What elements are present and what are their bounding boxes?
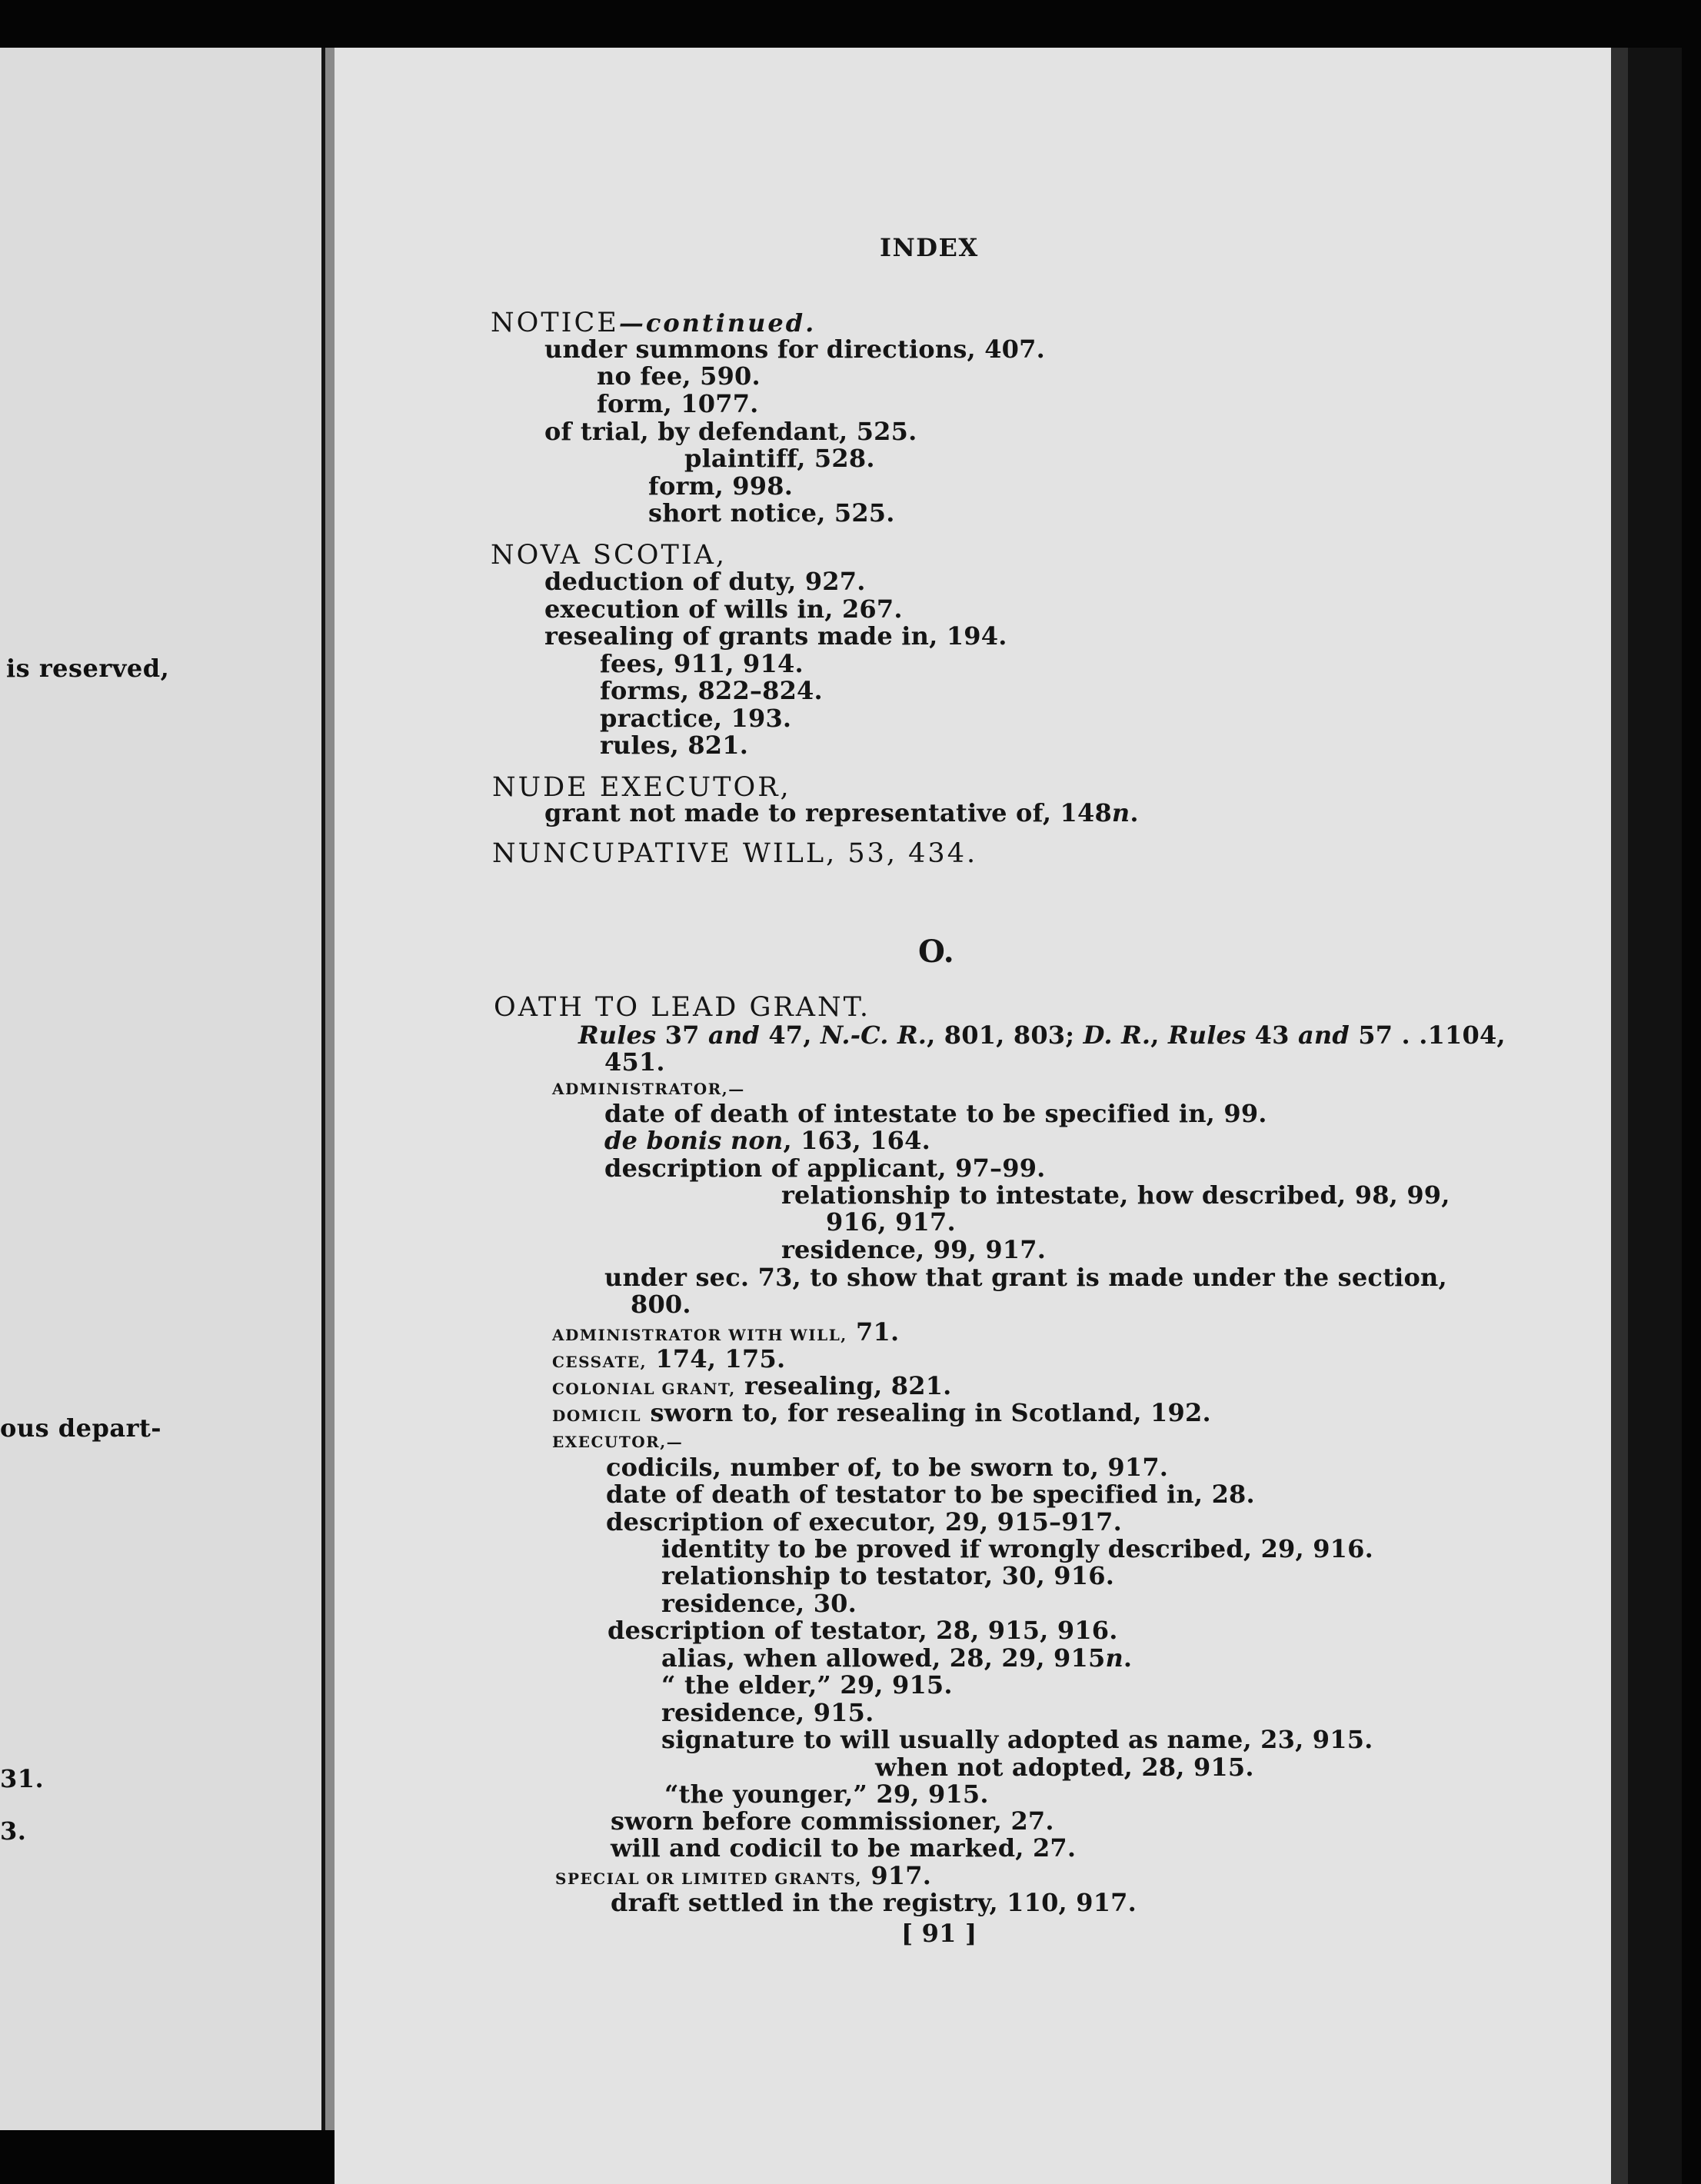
index-entry xyxy=(552,1344,785,1373)
index-entry: sworn before commissioner, 27. xyxy=(611,1806,1054,1836)
index-entry: when not adopted, 28, 915. xyxy=(875,1753,1254,1782)
subheading-executor: EXECUTOR,— xyxy=(552,1433,684,1451)
section-letter: O. xyxy=(918,934,954,970)
entry-end: . xyxy=(1123,1643,1133,1673)
rules-ref-part: Rules xyxy=(1167,1020,1247,1050)
index-entry: under sec. 73, to show that grant is made under the section, xyxy=(604,1263,1447,1292)
index-entry: relationship to intestate, how described, 98, 99, xyxy=(781,1180,1450,1210)
index-entry: form, 1077. xyxy=(597,389,759,418)
entry-note: n xyxy=(1111,798,1130,827)
index-entry: relationship to testator, 30, 916. xyxy=(661,1561,1115,1590)
index-entry: deduction of duty, 927. xyxy=(544,567,866,596)
index-heading-nude-executor: NUDE EXECUTOR, xyxy=(492,772,791,803)
index-entry xyxy=(552,1317,899,1347)
index-entry xyxy=(552,1398,1211,1427)
index-entry: residence, 99, 917. xyxy=(781,1235,1047,1264)
index-heading-nova-scotia: NOVA SCOTIA, xyxy=(491,540,727,571)
rules-ref-part: N.-C. R. xyxy=(820,1020,927,1050)
left-page-fragment: 3. xyxy=(0,1816,27,1846)
index-entry: fees, 911, 914. xyxy=(600,649,804,678)
index-entry: description of applicant, 97–99. xyxy=(604,1154,1046,1183)
left-page-fragment: 31. xyxy=(0,1764,45,1793)
index-entry: under summons for directions, 407. xyxy=(544,335,1045,364)
entry-label: SPECIAL OR LIMITED GRANTS, xyxy=(555,1869,862,1888)
index-heading-oath-to-lead-grant: OATH TO LEAD GRANT. xyxy=(494,992,871,1023)
rules-ref-part: , 801, 803; xyxy=(927,1020,1084,1050)
index-entry: date of death of intestate to be specified in, 99. xyxy=(604,1099,1267,1128)
index-entry: residence, 915. xyxy=(661,1698,874,1727)
subheading-administrator: ADMINISTRATOR,— xyxy=(552,1080,745,1098)
rules-ref-part: 43 xyxy=(1246,1020,1298,1050)
rules-ref-part: and xyxy=(1297,1020,1350,1050)
index-entry xyxy=(544,798,1139,827)
index-entry: 451. xyxy=(604,1047,665,1077)
entry-pages: 917. xyxy=(861,1861,932,1890)
index-entry xyxy=(661,1643,1132,1673)
index-heading-notice xyxy=(491,308,816,338)
index-entry: residence, 30. xyxy=(661,1589,857,1618)
rules-ref-part: D. R. xyxy=(1083,1020,1151,1050)
index-entry: of trial, by defendant, 525. xyxy=(544,417,917,446)
entry-pages: sworn to, for resealing in Scotland, 192. xyxy=(641,1398,1211,1427)
rules-ref-part: , xyxy=(1150,1020,1168,1050)
index-entry: “the younger,” 29, 915. xyxy=(664,1779,989,1809)
index-entry xyxy=(604,1126,930,1155)
left-facing-page xyxy=(0,48,325,2130)
rules-ref-part: Rules xyxy=(578,1020,657,1050)
page-edge-shadow xyxy=(1628,48,1682,2184)
index-entry: plaintiff, 528. xyxy=(684,444,875,473)
left-page-fragment: ous depart- xyxy=(0,1413,162,1443)
index-entry: 916, 917. xyxy=(826,1207,956,1237)
rules-ref-part: and xyxy=(708,1020,760,1050)
entry-italic: de bonis non xyxy=(604,1126,784,1155)
index-entry: signature to will usually adopted as name, 23, 915. xyxy=(661,1725,1373,1754)
book-gutter xyxy=(325,48,335,2130)
entry-text: grant not made to representative of, 148 xyxy=(544,798,1112,827)
index-entry: description of executor, 29, 915–917. xyxy=(606,1507,1122,1536)
index-entry: execution of wills in, 267. xyxy=(544,594,903,624)
page-number: [ 91 ] xyxy=(901,1919,977,1948)
heading-text: NOTICE xyxy=(491,308,619,338)
index-entry: resealing of grants made in, 194. xyxy=(544,621,1007,651)
left-page-fragment: is reserved, xyxy=(6,654,170,683)
heading-continued: —continued. xyxy=(618,308,817,338)
index-entry: practice, 193. xyxy=(600,704,792,733)
entry-label: ADMINISTRATOR WITH WILL, xyxy=(552,1326,847,1344)
index-entry: draft settled in the registry, 110, 917. xyxy=(611,1888,1137,1917)
index-entry: no fee, 590. xyxy=(597,361,761,391)
index-entry: short notice, 525. xyxy=(648,498,895,528)
entry-pages: 71. xyxy=(847,1317,900,1347)
index-heading-nuncupative-will: NUNCUPATIVE WILL, 53, 434. xyxy=(492,838,978,869)
index-entry xyxy=(555,1861,931,1890)
rules-reference xyxy=(578,1020,1506,1050)
entry-pages: resealing, 821. xyxy=(735,1371,952,1400)
entry-label: DOMICIL xyxy=(552,1407,642,1425)
index-entry: 800. xyxy=(631,1290,691,1319)
entry-label: COLONIAL GRANT, xyxy=(552,1380,736,1398)
index-entry: codicils, number of, to be sworn to, 917. xyxy=(606,1453,1169,1482)
index-entry xyxy=(552,1371,952,1400)
entry-note: n xyxy=(1105,1643,1123,1673)
rules-ref-part: 47, xyxy=(760,1020,821,1050)
rules-ref-part: 57 . .1104, xyxy=(1349,1020,1506,1050)
index-entry: “ the elder,” 29, 915. xyxy=(661,1670,953,1700)
entry-text: alias, when allowed, 28, 29, 915 xyxy=(661,1643,1106,1673)
rules-ref-part: 37 xyxy=(656,1020,709,1050)
index-entry: identity to be proved if wrongly described, 29, 916. xyxy=(661,1534,1373,1563)
index-entry: description of testator, 28, 915, 916. xyxy=(608,1616,1118,1645)
page-edge xyxy=(1611,48,1628,2184)
index-entry: date of death of testator to be specified in, 28. xyxy=(606,1480,1255,1509)
entry-pages: 174, 175. xyxy=(647,1344,786,1373)
index-entry: will and codicil to be marked, 27. xyxy=(611,1833,1077,1863)
entry-text: , 163, 164. xyxy=(783,1126,930,1155)
page-title: INDEX xyxy=(880,233,979,262)
entry-label: CESSATE, xyxy=(552,1353,647,1371)
entry-end: . xyxy=(1130,798,1139,827)
index-entry: forms, 822–824. xyxy=(600,676,823,705)
index-entry: form, 998. xyxy=(648,471,794,501)
index-entry: rules, 821. xyxy=(600,731,749,760)
